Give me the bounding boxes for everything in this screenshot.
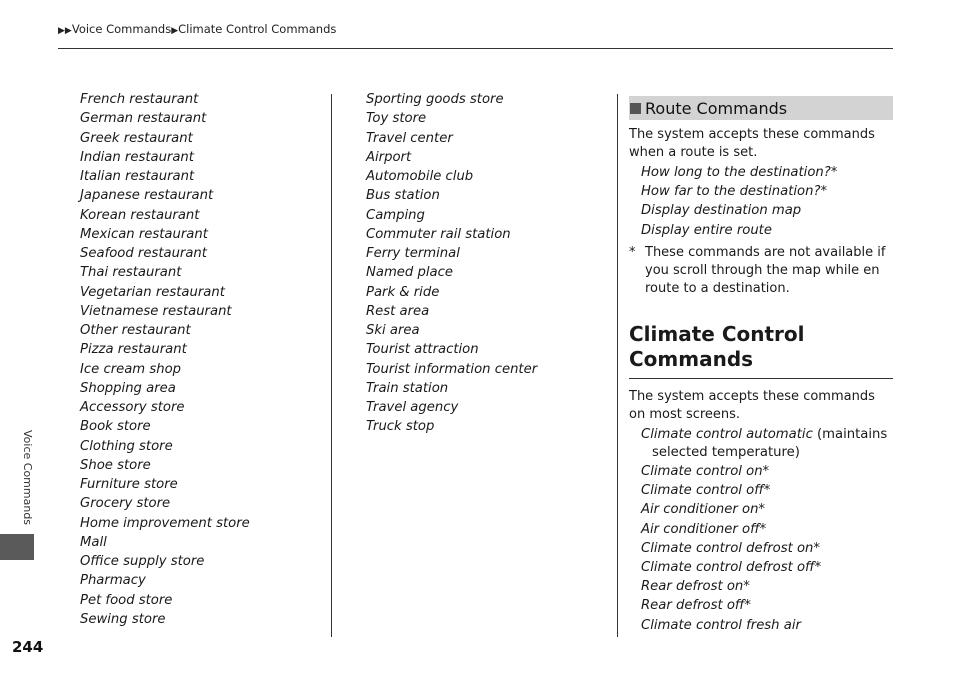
command-list-item: Mall bbox=[80, 534, 107, 550]
command-list-item: Pet food store bbox=[80, 592, 173, 608]
side-tab-label: Voice Commands bbox=[21, 430, 34, 526]
command-list-item: French restaurant bbox=[80, 92, 199, 107]
route-commands-title: Route Commands bbox=[645, 98, 788, 118]
climate-command-text: Climate control automatic bbox=[641, 426, 813, 442]
command-list-item: Rest area bbox=[366, 303, 430, 319]
command-list-item: Pharmacy bbox=[80, 573, 146, 589]
command-list-item: Korean restaurant bbox=[80, 207, 200, 223]
climate-command-list bbox=[629, 425, 893, 635]
square-bullet-icon bbox=[630, 103, 641, 114]
climate-intro: The system accepts these commands on most screens. bbox=[629, 388, 875, 422]
command-list-item: Pizza restaurant bbox=[80, 342, 187, 358]
page-number: 244 bbox=[12, 638, 44, 656]
command-list-item: Seafood restaurant bbox=[80, 246, 207, 261]
command-list-item: Tourist information center bbox=[366, 361, 538, 377]
breadcrumb-item-voice-commands[interactable]: Voice Commands bbox=[71, 22, 172, 36]
command-list-item: Sewing store bbox=[80, 611, 166, 627]
route-command: How long to the destination?* bbox=[641, 165, 838, 180]
arrow-icon: ▶ bbox=[171, 26, 179, 36]
climate-command: Rear defrost off* bbox=[641, 598, 752, 614]
side-tab-marker bbox=[0, 534, 34, 560]
command-list-item: Named place bbox=[366, 265, 453, 281]
command-list-item: Toy store bbox=[366, 111, 427, 127]
breadcrumb-item-climate-control[interactable]: Climate Control Commands bbox=[178, 22, 337, 36]
command-list-item: Ski area bbox=[366, 323, 420, 338]
command-list-item: Bus station bbox=[366, 188, 440, 204]
climate-command: Climate control on* bbox=[641, 464, 770, 480]
climate-heading: Climate Control Commands bbox=[629, 322, 893, 379]
command-list-item: Thai restaurant bbox=[80, 265, 182, 281]
right-column bbox=[629, 96, 893, 635]
route-commands-header bbox=[629, 96, 893, 120]
route-footnote bbox=[629, 244, 893, 298]
route-command: Display entire route bbox=[641, 222, 772, 238]
command-list-item: Greek restaurant bbox=[80, 130, 193, 146]
command-list-item: Indian restaurant bbox=[80, 149, 194, 165]
command-list-item: Shoe store bbox=[80, 457, 151, 473]
climate-command-note-continued: selected temperature) bbox=[652, 445, 800, 461]
climate-command: Climate control fresh air bbox=[641, 617, 801, 633]
command-list-item: Sporting goods store bbox=[366, 92, 504, 107]
command-list-item: Italian restaurant bbox=[80, 169, 195, 184]
command-list-item: Grocery store bbox=[80, 496, 171, 512]
command-list-item: Commuter rail station bbox=[366, 226, 511, 242]
command-list-item: Train station bbox=[366, 380, 449, 396]
command-list-item: Vietnamese restaurant bbox=[80, 303, 232, 319]
header-divider bbox=[58, 48, 893, 49]
route-command-list bbox=[629, 163, 893, 240]
command-list-item: Ferry terminal bbox=[366, 246, 460, 261]
command-list-item: Office supply store bbox=[80, 554, 205, 569]
command-list-item: Furniture store bbox=[80, 477, 178, 492]
command-list-item: Tourist attraction bbox=[366, 342, 479, 358]
column-divider-right bbox=[617, 94, 618, 637]
route-command: Display destination map bbox=[641, 203, 802, 219]
command-list-item: Japanese restaurant bbox=[80, 188, 214, 204]
command-list-item: Airport bbox=[366, 149, 412, 165]
footnote-text: These commands are not available if you scroll through the map while en route to a destination. bbox=[645, 244, 886, 296]
left-command-list bbox=[80, 90, 325, 629]
command-list-item: Book store bbox=[80, 419, 151, 435]
column-divider-left bbox=[331, 94, 332, 637]
command-list-item: Shopping area bbox=[80, 380, 176, 396]
footnote-marker: * bbox=[629, 244, 636, 260]
climate-command: Climate control defrost off* bbox=[641, 560, 822, 576]
double-arrow-icon: ▶▶ bbox=[58, 26, 72, 36]
command-list-item: Home improvement store bbox=[80, 515, 250, 531]
command-list-item: Travel center bbox=[366, 130, 453, 146]
command-list-item: Automobile club bbox=[366, 169, 474, 184]
command-list-item: Other restaurant bbox=[80, 323, 191, 338]
route-intro: The system accepts these commands when a route is set. bbox=[629, 127, 875, 160]
climate-command-note: (maintains bbox=[817, 426, 888, 442]
climate-command: Climate control defrost on* bbox=[641, 540, 821, 556]
command-list-item: Camping bbox=[366, 207, 425, 223]
climate-command: Rear defrost on* bbox=[641, 579, 750, 595]
climate-command: Air conditioner off* bbox=[641, 521, 767, 537]
command-list-item: Mexican restaurant bbox=[80, 226, 208, 242]
command-list-item: Ice cream shop bbox=[80, 361, 182, 377]
command-list-item: Travel agency bbox=[366, 400, 459, 415]
side-tab[interactable] bbox=[20, 430, 34, 530]
breadcrumb bbox=[58, 22, 336, 36]
command-list-item: Accessory store bbox=[80, 400, 185, 415]
command-list-item: German restaurant bbox=[80, 111, 207, 127]
climate-command: Climate control off* bbox=[641, 483, 771, 499]
command-list-item: Clothing store bbox=[80, 438, 173, 454]
middle-command-list bbox=[366, 90, 611, 437]
command-list-item: Park & ride bbox=[366, 284, 440, 300]
route-command: How far to the destination?* bbox=[641, 184, 828, 200]
command-list-item: Truck stop bbox=[366, 419, 435, 435]
climate-command: Air conditioner on* bbox=[641, 502, 766, 518]
climate-command bbox=[641, 425, 893, 444]
command-list-item: Vegetarian restaurant bbox=[80, 284, 225, 300]
